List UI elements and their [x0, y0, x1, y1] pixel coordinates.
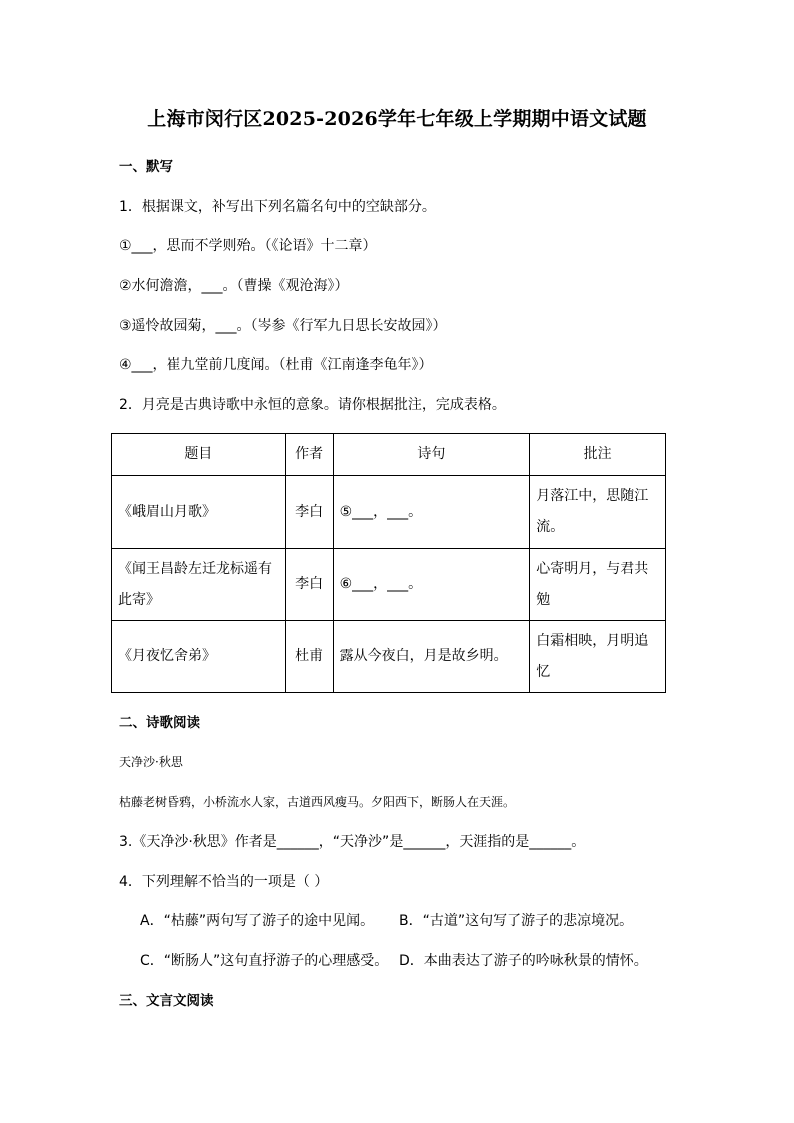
table-cell-note: 心寄明月，与君共勉 — [530, 549, 666, 621]
question-1-item-2: ②水何澹澹，___。（曹操《观沧海》） — [119, 278, 349, 294]
poem-title: 天净沙·秋思 — [119, 755, 183, 769]
table-cell-title: 《峨眉山月歌》 — [112, 476, 286, 549]
table-cell-title: 《闻王昌龄左迁龙标遥有此寄》 — [112, 549, 286, 621]
table-cell-note: 月落江中，思随江流。 — [530, 476, 666, 549]
page-title: 上海市闵行区2025-2026学年七年级上学期期中语文试题 — [147, 108, 647, 130]
table-header-cell: 题目 — [112, 434, 286, 476]
table-cell-note: 白霜相映，月明追忆 — [530, 621, 666, 693]
question-3: 3.《天净沙·秋思》作者是______，“天净沙”是______，天涯指的是______。 — [119, 834, 586, 850]
question-4-stem: 4．下列理解不恰当的一项是（ ） — [119, 874, 329, 890]
table-cell-author: 杜甫 — [285, 621, 333, 693]
section-heading-dictation: 一、默写 — [119, 159, 173, 175]
table-row — [112, 549, 666, 621]
question-1-item-1: ①___，思而不学则殆。（《论语》十二章） — [119, 238, 377, 254]
table-header-row — [112, 434, 666, 476]
table-header-cell: 作者 — [285, 434, 333, 476]
table-row — [112, 621, 666, 693]
table-cell-verse: 露从今夜白，月是故乡明。 — [333, 621, 530, 693]
table-header-cell: 诗句 — [333, 434, 530, 476]
section-heading-classical: 三、文言文阅读 — [119, 993, 214, 1009]
table-cell-author: 李白 — [285, 476, 333, 549]
question-1-item-4: ④___，崔九堂前几度闻。（杜甫《江南逢李龟年》） — [119, 357, 433, 373]
question-4-option-b: B．“古道”这句写了游子的悲凉境况。 — [399, 913, 634, 929]
question-4-option-c: C．“断肠人”这句直抒游子的心理感受。 — [140, 953, 389, 969]
table-cell-verse: ⑥___，___。 — [333, 549, 530, 621]
section-heading-poetry: 二、诗歌阅读 — [119, 715, 200, 731]
table-row — [112, 476, 666, 549]
question-2-stem: 2．月亮是古典诗歌中永恒的意象。请你根据批注，完成表格。 — [119, 397, 506, 413]
question-4-option-d: D．本曲表达了游子的吟咏秋景的情怀。 — [399, 953, 648, 969]
table-cell-author: 李白 — [285, 549, 333, 621]
table-header-cell: 批注 — [530, 434, 666, 476]
question-4-option-a: A．“枯藤”两句写了游子的途中见闻。 — [140, 913, 375, 929]
question-1-stem: 1．根据课文，补写出下列名篇名句中的空缺部分。 — [119, 199, 436, 215]
moon-poems-table — [111, 433, 666, 693]
table-cell-title: 《月夜忆舍弟》 — [112, 621, 286, 693]
question-1-item-3: ③遥怜故园菊，___。（岑参《行军九日思长安故园》） — [119, 318, 447, 334]
table-cell-verse: ⑤___，___。 — [333, 476, 530, 549]
poem-text: 枯藤老树昏鸦，小桥流水人家，古道西风瘦马。夕阳西下，断肠人在天涯。 — [119, 795, 516, 809]
